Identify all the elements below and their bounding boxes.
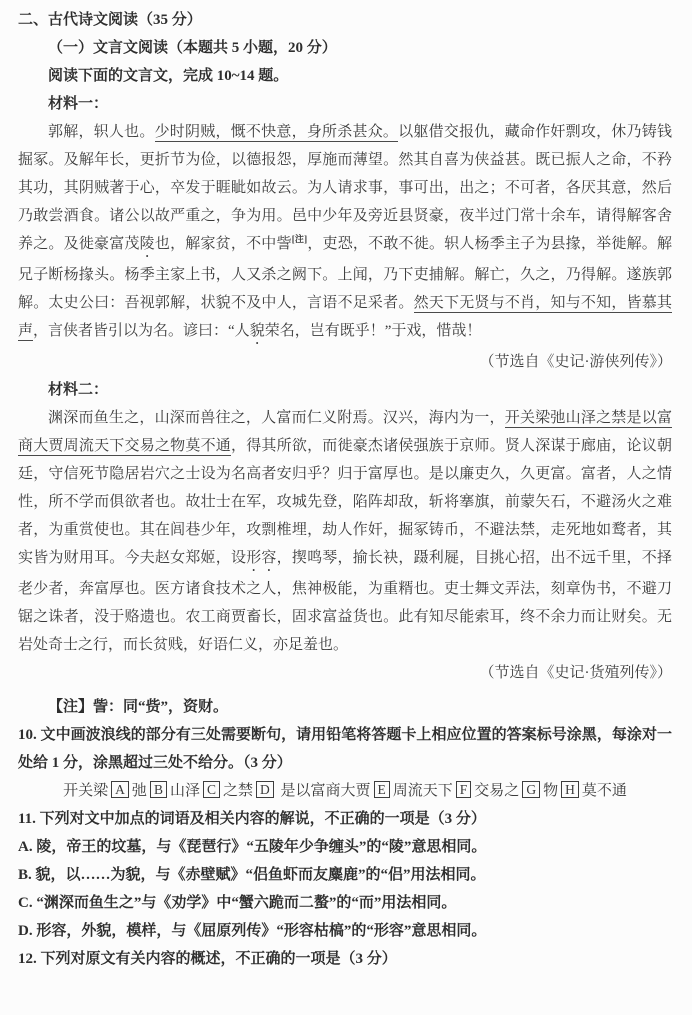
- dotted-term: 形容: [246, 550, 277, 566]
- text-run: 渊深而鱼生之，山深而兽往之，人富而仁义附焉。汉兴，海内为一，: [48, 410, 505, 426]
- text-run: ，揳鸣琴，揄长袂，蹑利屣，目挑心招，出不远千里，不择老少者，奔富厚也。医方诸食技术之人，焦神极能，为重糈也。吏士舞文弄法，刻章伪书，不避刀锯之诛者，没于赂遗也。农工商贾畜长，固求富益货也。此有知尽能索耳，终不余力而让财矣。无岩处奇士之行，而长贫贱，好语仁义，亦足羞也。: [18, 550, 672, 653]
- note-superscript: [注]: [291, 234, 308, 244]
- material1-label: 材料一：: [48, 96, 109, 112]
- text-run: 弛: [131, 783, 147, 799]
- question-10-answer-line: [18, 777, 672, 805]
- section-title: 二、古代诗文阅读（35 分）: [18, 12, 202, 28]
- question-11-option-c: C. “渊深而鱼生之”与《劝学》中“蟹六跪而二螯”的“而”用法相同。: [18, 895, 457, 911]
- answer-letter-box: H: [561, 781, 579, 798]
- text-run: 是以富商大贾: [276, 783, 371, 799]
- text-run: 莫不通: [581, 783, 627, 799]
- material1-text: [18, 118, 672, 348]
- text-run: 之禁: [222, 783, 253, 799]
- text-run: 交易之: [474, 783, 520, 799]
- answer-letter-box: C: [203, 781, 220, 798]
- dotted-term: 陵: [139, 236, 155, 252]
- text-run: ，言侠者皆引以为名。谚曰：“人: [33, 323, 250, 339]
- text-run: 周流天下: [392, 783, 453, 799]
- underlined-text: 开关梁弛山泽之禁是以富商大贾周流天下交易之物莫不通: [18, 410, 672, 454]
- question-11-option-d: D. 形容，外貌，模样，与《屈原列传》“形容枯槁”的“形容”意思相同。: [18, 923, 487, 939]
- text-run: 荣名，岂有既乎！”于戏，惜哉！: [264, 323, 482, 339]
- question-10: 10. 文中画波浪线的部分有三处需要断句，请用铅笔将答题卡上相应位置的答案标号涂黑，每涂对一处给 1 分，涂黑超过三处不给分。（3 分）: [18, 727, 672, 771]
- answer-letter-box: A: [111, 781, 129, 798]
- material2-text: [18, 404, 672, 659]
- answer-letter-box: F: [456, 781, 472, 798]
- text-run: 物: [543, 783, 559, 799]
- text-run: 山泽: [169, 783, 200, 799]
- material1-source: （节选自《史记·游侠列传》）: [479, 354, 672, 370]
- text-run: 以躯借交报仇，藏命作奸剽攻，休乃铸钱掘冢。及解年长，更折节为俭，以德报怨，厚施而薄望。然其自喜为侠益甚。既已振人之命，不矜其功，其阴贼著于心，卒发于睚眦如故云。为人请求事，事可出，出之；不可者，各厌其意，然后乃敢尝酒食。诸公以故严重之，争为用。邑中少年及旁近县贤豪，夜半过门常十余车，请得解客舍养之。及徙豪富茂: [18, 124, 672, 252]
- question-11: 11. 下列对文中加点的词语及相关内容的解说，不正确的一项是（3 分）: [18, 811, 486, 827]
- answer-letter-box: B: [150, 781, 167, 798]
- subsection-title: （一）文言文阅读（本题共 5 小题，20 分）: [48, 40, 337, 56]
- footnote: 【注】訾：同“赀”，资财。: [48, 699, 229, 715]
- answer-letter-box: D: [256, 781, 274, 798]
- text-run: ，得其所欲，而徙豪杰诸侯强族于京师。贤人深谋于廊庙，论议朝廷，守信死节隐居岩穴之士设为名高者安归乎？归于富厚也。是以廉吏久，久更富。富者，人之情性，所不学而俱欲者也。故壮士在军，攻城先登，陷阵却敌，斩将搴旗，前蒙矢石，不避汤火之难者，为重赏使也。其在闾巷少年，攻剽椎埋，劫人作奸，掘冢铸币，不避法禁，走死地如鹜者，其实皆为财用耳。今夫赵女郑姬，设: [18, 438, 672, 566]
- text-run: 开关梁: [63, 783, 109, 799]
- reading-instruction: 阅读下面的文言文，完成 10~14 题。: [48, 68, 289, 84]
- answer-letter-box: E: [374, 781, 390, 798]
- underlined-text: 然天下无贤与不肖，知与不知，皆慕其声: [18, 295, 672, 339]
- underlined-text: 少时阴贼，慨不快意，身所杀甚众。: [154, 124, 399, 140]
- question-12: 12. 下列对原文有关内容的概述，不正确的一项是（3 分）: [18, 951, 397, 967]
- question-11-option-b: B. 貌，以……为貌，与《赤壁赋》“侣鱼虾而友麋鹿”的“侣”用法相同。: [18, 867, 486, 883]
- material2-source: （节选自《史记·货殖列传》）: [479, 665, 672, 681]
- text-run: ，吏恐，不敢不徙。轵人杨季主子为县掾，举徙解。解兄子断杨掾头。杨季主家上书，人又杀之阙下。上闻，乃下吏捕解。解亡，久之，乃得解。遂族郭解。太史公曰：吾视郭解，状貌不及中人，言语不足采者。: [18, 236, 672, 311]
- dotted-term: 貌: [249, 323, 265, 339]
- text-run: 郭解，轵人也。: [48, 124, 155, 140]
- question-11-option-a: A. 陵，帝王的坟墓，与《琵琶行》“五陵年少争缠头”的“陵”意思相同。: [18, 839, 487, 855]
- material2-label: 材料二：: [48, 382, 109, 398]
- answer-letter-box: G: [522, 781, 540, 798]
- text-run: 也，解家贫，不中訾: [154, 236, 292, 252]
